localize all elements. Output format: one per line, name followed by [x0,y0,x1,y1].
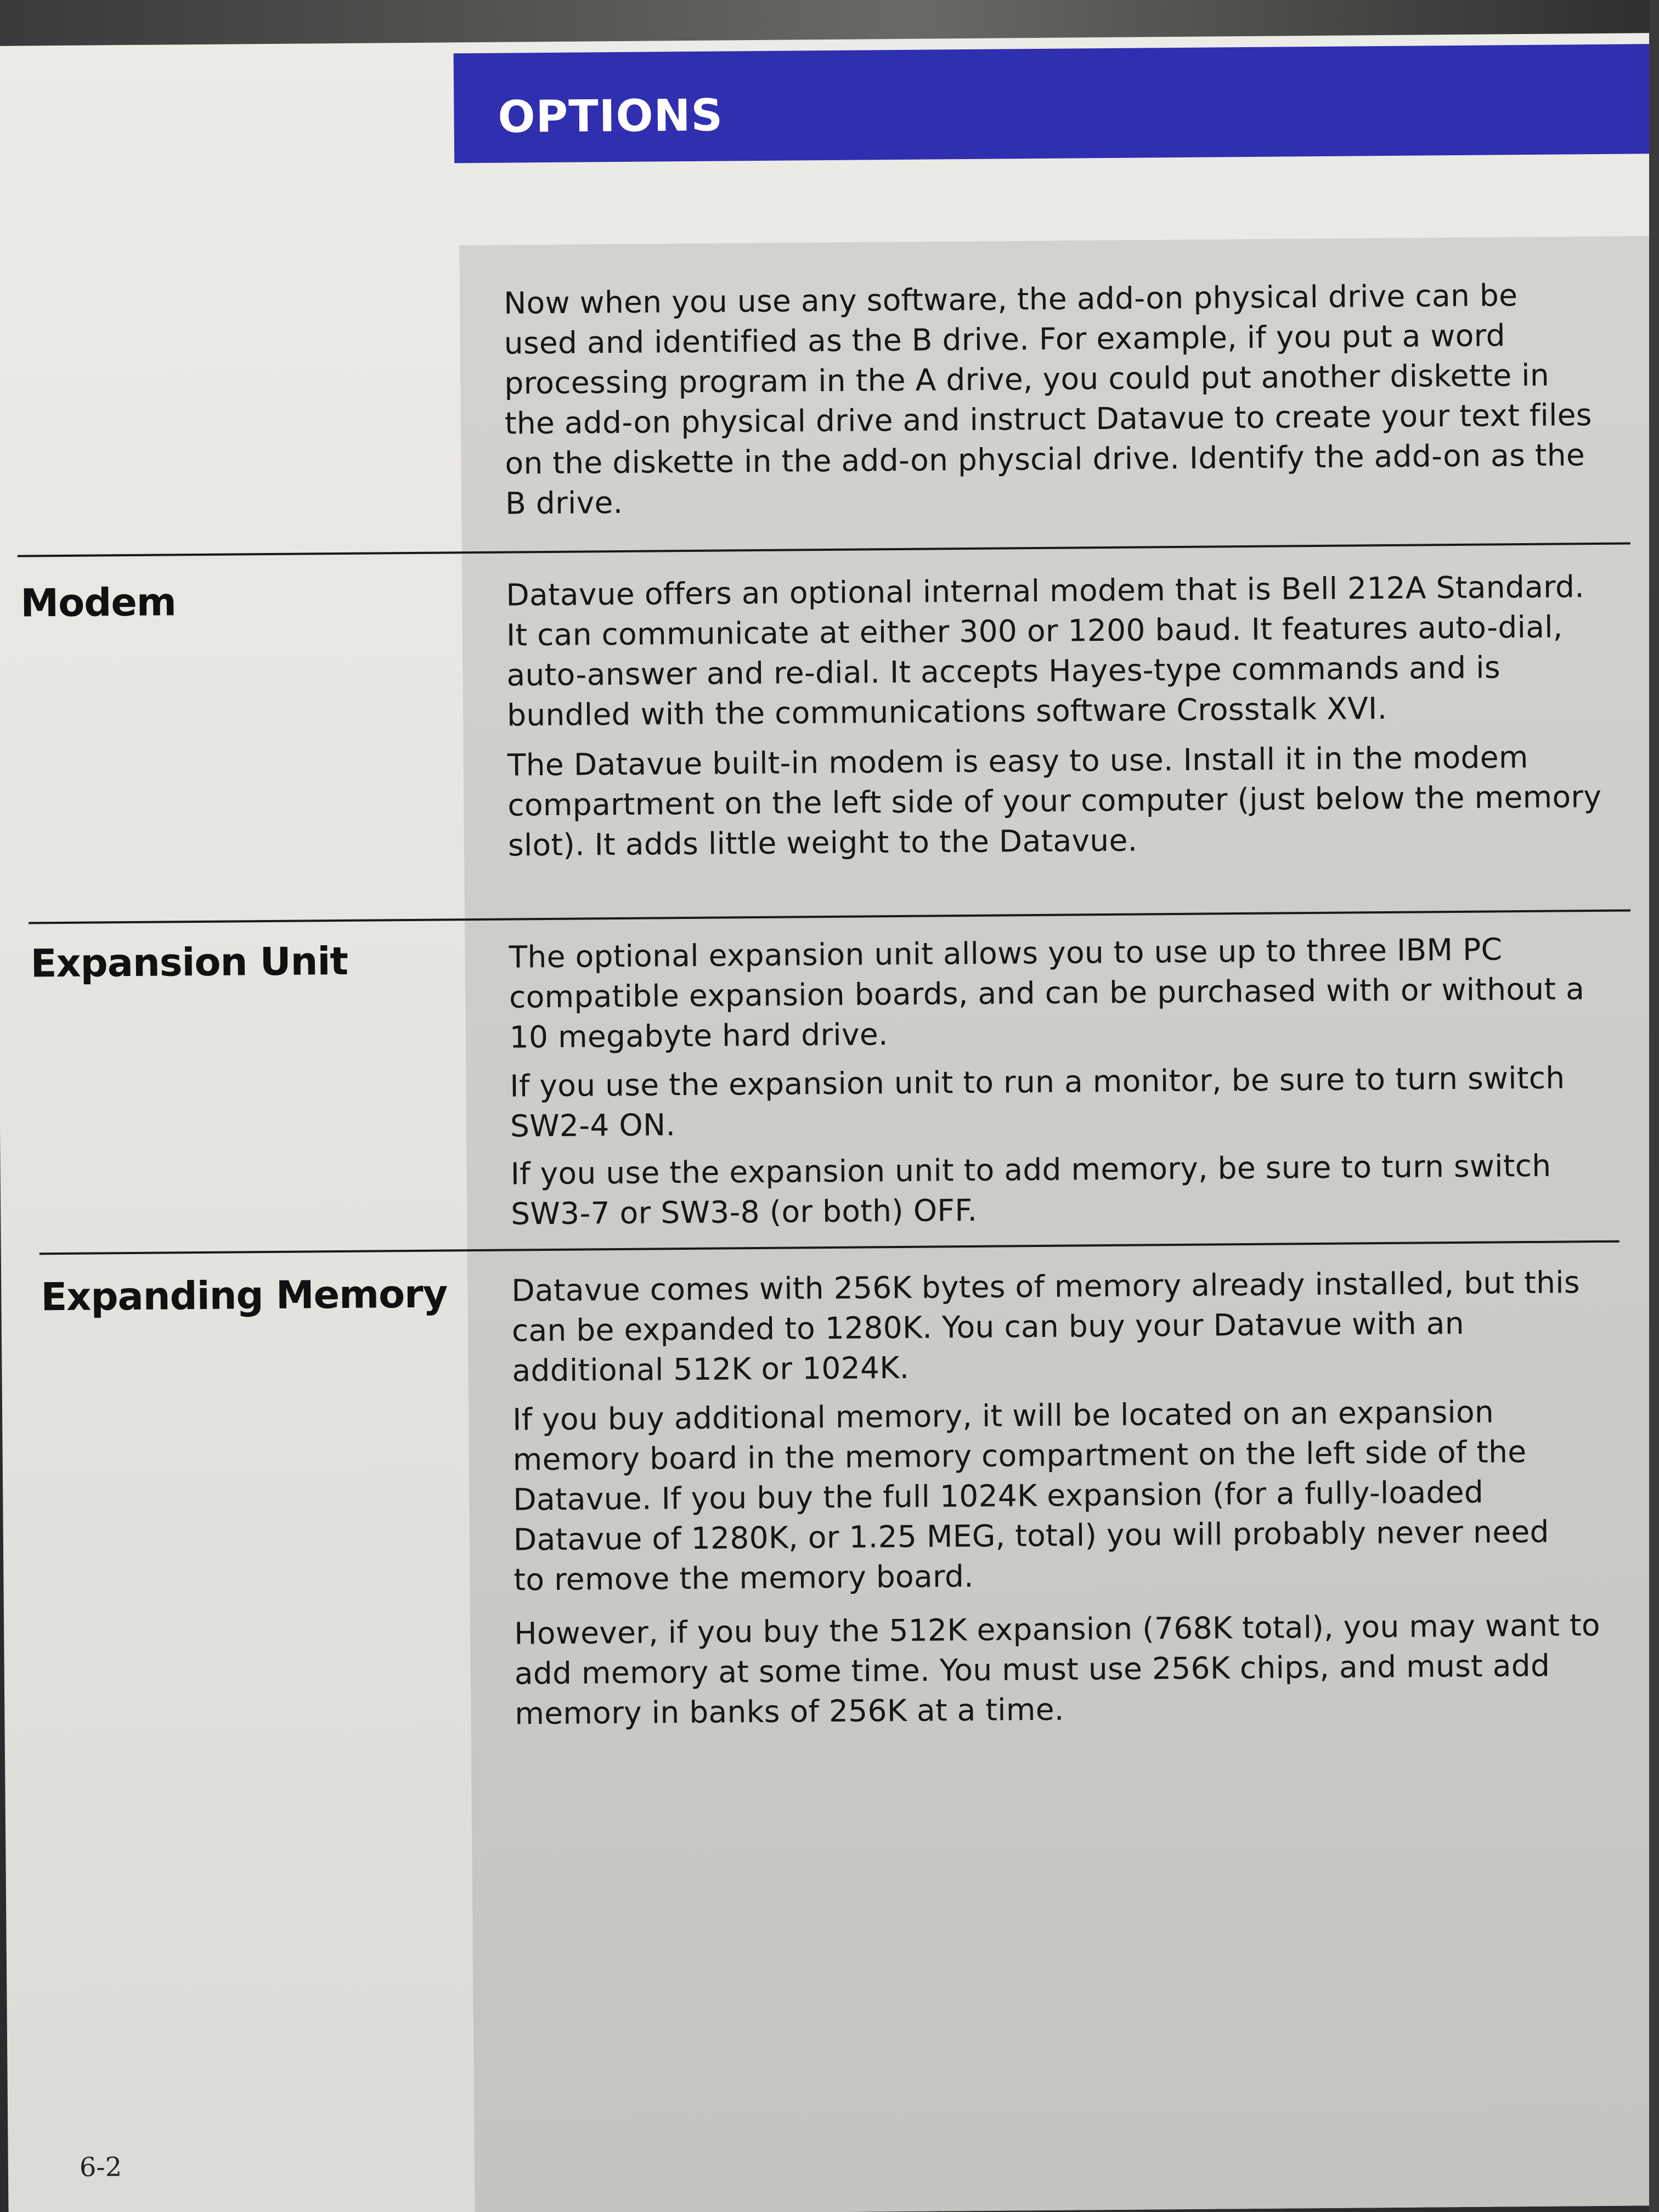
page-title: OPTIONS [498,89,724,143]
section-label-modem: Modem [20,579,177,626]
page-number: 6-2 [79,2152,122,2183]
modem-paragraph-2: The Datavue built-in modem is easy to use. Install it in the modem compartment on the left side of your computer (just below the memory slot). It adds little weight to the Datavue. [507,739,1602,863]
modem-paragraph-1: Datavue offers an optional internal modem that is Bell 212A Standard. It can communicate at either 300 or 1200 baud. It features auto-dial, auto-answer and re-dial. It accepts Hayes-type commands and is bundled with the communications software Crosstalk XVI. [506,569,1585,733]
intro-paragraph: Now when you use any software, the add-on physical drive can be used and identified as the B drive. For example, if you put a word processing program in the A drive, you could put another diskette in the add-on physical drive and instruct Datavue to create your text files on the diskette in the add-on physcial drive. Identify the add-on as the B drive. [503,278,1592,521]
expanding-memory-paragraph-3: However, if you buy the 512K expansion (768K total), you may want to add memory at some time. You must use 256K chips, and must add memory in banks of 256K at a time. [514,1607,1601,1731]
expanding-memory-paragraph-1: Datavue comes with 256K bytes of memory already installed, but this can be expanded to 1280K. You can buy your Datavue with an additional 512K or 1024K. [511,1265,1581,1389]
expansion-unit-paragraph-3: If you use the expansion unit to add memory, be sure to turn switch SW3-7 or SW3-8 (or both) OFF. [510,1148,1551,1232]
expanding-memory-paragraph-2: If you buy additional memory, it will be located on an expansion memory board in the memory compartment on the left side of the Datavue. If you buy the full 1024K expansion (for a fully-loaded Datavue of 1280K, or 1.25 MEG, total) you will probably never need to remove the memory board. [512,1394,1549,1598]
manual-page [0,33,1659,2212]
expansion-unit-paragraph-1: The optional expansion unit allows you to use up to three IBM PC compatible expansion boards, and can be purchased with or without a 10 megabyte hard drive. [509,932,1585,1055]
expansion-unit-paragraph-2: If you use the expansion unit to run a monitor, be sure to turn switch SW2-4 ON. [510,1060,1565,1144]
section-label-expansion-unit: Expansion Unit [30,938,348,986]
background-edge [1649,0,1659,2212]
section-label-expanding-memory: Expanding Memory [41,1271,448,1320]
section-header-bar [454,44,1652,163]
